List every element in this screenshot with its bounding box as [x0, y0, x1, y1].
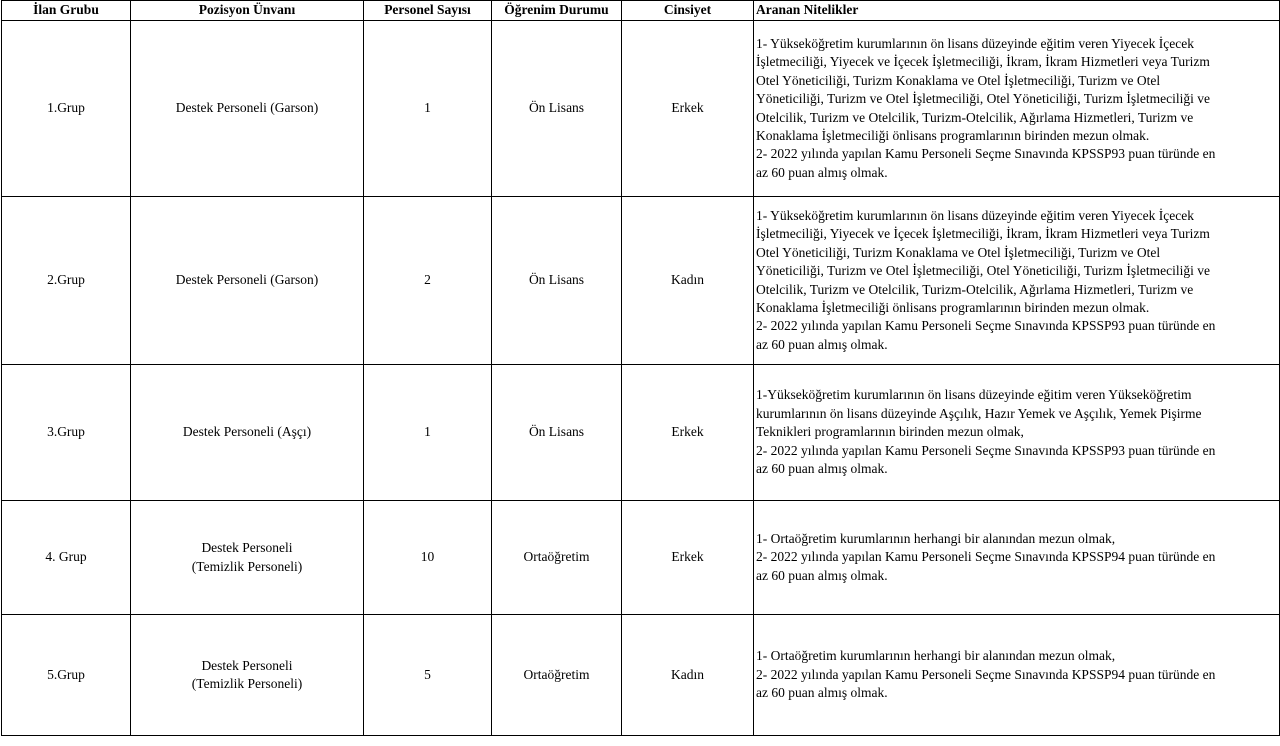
cell-gender: Kadın: [622, 197, 754, 365]
header-education: Öğrenim Durumu: [492, 1, 622, 21]
cell-gender: Erkek: [622, 365, 754, 501]
qualification-line: az 60 puan almış olmak.: [756, 164, 888, 180]
qualification-line: 2- 2022 yılında yapılan Kamu Personeli Seçme Sınavında KPSSP93 puan türünde en: [756, 318, 1216, 334]
cell-group: 1.Grup: [2, 21, 131, 197]
header-row: [2, 1, 1280, 21]
cell-count: 1: [364, 365, 492, 501]
position-line: Destek Personeli (Aşçı): [182, 424, 312, 440]
cell-position: [131, 501, 364, 615]
table-row: [2, 501, 1280, 615]
cell-qualifications: [754, 197, 1280, 365]
table-body: [2, 21, 1280, 736]
qualification-line: 1- Ortaöğretim kurumlarının herhangi bir alanından mezun olmak,: [756, 530, 1116, 546]
cell-position: [131, 197, 364, 365]
job-listing-table: [1, 0, 1280, 736]
qualification-line: 1- Yükseköğretim kurumlarının ön lisans düzeyinde eğitim veren Yiyecek İçecek: [756, 35, 1194, 51]
qualification-line: Otel Yöneticiliği, Turizm Konaklama ve Otel İşletmeciliği, Turizm ve Otel: [756, 244, 1161, 260]
qualification-line: 1-Yükseköğretim kurumlarının ön lisans düzeyinde eğitim veren Yükseköğretim: [756, 387, 1192, 403]
qualification-line: İşletmeciliği, Yiyecek ve İçecek İşletmeciliği, İkram, İkram Hizmetleri veya Turizm: [756, 226, 1210, 242]
qualification-line: kurumlarının ön lisans düzeyinde Aşçılık, Hazır Yemek ve Aşçılık, Yemek Pişirme: [756, 405, 1202, 421]
position-line: Destek Personeli: [201, 540, 293, 556]
qualification-line: 2- 2022 yılında yapılan Kamu Personeli Seçme Sınavında KPSSP93 puan türünde en: [756, 146, 1216, 162]
cell-qualifications: [754, 365, 1280, 501]
qualification-line: az 60 puan almış olmak.: [756, 685, 888, 701]
cell-gender: Erkek: [622, 501, 754, 615]
position-line: (Temizlik Personeli): [191, 558, 303, 574]
cell-group: 3.Grup: [2, 365, 131, 501]
position-line: Destek Personeli (Garson): [175, 272, 319, 288]
position-line: (Temizlik Personeli): [191, 676, 303, 691]
qualification-line: 1- Yükseköğretim kurumlarının ön lisans düzeyinde eğitim veren Yiyecek İçecek: [756, 207, 1194, 223]
cell-education: Ön Lisans: [492, 197, 622, 365]
qualification-line: 2- 2022 yılında yapılan Kamu Personeli Seçme Sınavında KPSSP93 puan türünde en: [756, 442, 1216, 458]
position-line: Destek Personeli: [201, 657, 293, 673]
cell-count: 5: [364, 615, 492, 736]
qualification-line: 2- 2022 yılında yapılan Kamu Personeli Seçme Sınavında KPSSP94 puan türünde en: [756, 666, 1216, 682]
cell-education: Ön Lisans: [492, 21, 622, 197]
cell-count: 2: [364, 197, 492, 365]
cell-position: [131, 615, 364, 736]
table-header: [2, 1, 1280, 21]
qualification-line: Otelcilik, Turizm ve Otelcilik, Turizm-Otelcilik, Ağırlama Hizmetleri, Turizm ve: [756, 281, 1194, 297]
qualification-line: İşletmeciliği, Yiyecek ve İçecek İşletmeciliği, İkram, İkram Hizmetleri veya Turizm: [756, 54, 1210, 70]
qualification-line: Otel Yöneticiliği, Turizm Konaklama ve Otel İşletmeciliği, Turizm ve Otel: [756, 72, 1161, 88]
qualification-line: Yöneticiliği, Turizm ve Otel İşletmeciliği, Otel Yöneticiliği, Turizm İşletmeciliği ve: [756, 263, 1210, 279]
cell-qualifications: [754, 21, 1280, 197]
cell-qualifications: [754, 615, 1280, 736]
table-row: [2, 615, 1280, 736]
header-group: İlan Grubu: [2, 1, 131, 21]
qualification-line: Teknikleri programlarının birinden mezun olmak,: [756, 424, 1024, 440]
header-position: Pozisyon Ünvanı: [131, 1, 364, 21]
qualification-line: Konaklama İşletmeciliği önlisans programlarının birinden mezun olmak.: [756, 127, 1150, 143]
cell-position: [131, 365, 364, 501]
qualification-line: 1- Ortaöğretim kurumlarının herhangi bir alanından mezun olmak,: [756, 648, 1116, 664]
position-line: Destek Personeli (Garson): [175, 100, 319, 116]
qualification-line: az 60 puan almış olmak.: [756, 336, 888, 352]
header-count: Personel Sayısı: [364, 1, 492, 21]
cell-education: Ortaöğretim: [492, 615, 622, 736]
qualification-line: az 60 puan almış olmak.: [756, 567, 888, 583]
cell-position: [131, 21, 364, 197]
cell-education: Ön Lisans: [492, 365, 622, 501]
cell-group: 2.Grup: [2, 197, 131, 365]
cell-count: 1: [364, 21, 492, 197]
header-qualifications: Aranan Nitelikler: [754, 1, 1280, 21]
cell-group: 4. Grup: [2, 501, 131, 615]
qualification-line: Otelcilik, Turizm ve Otelcilik, Turizm-Otelcilik, Ağırlama Hizmetleri, Turizm ve: [756, 109, 1194, 125]
cell-education: Ortaöğretim: [492, 501, 622, 615]
cell-gender: Kadın: [622, 615, 754, 736]
table-row: [2, 21, 1280, 197]
cell-group: 5.Grup: [2, 615, 131, 736]
qualification-line: Konaklama İşletmeciliği önlisans programlarının birinden mezun olmak.: [756, 299, 1150, 315]
cell-qualifications: [754, 501, 1280, 615]
qualification-line: 2- 2022 yılında yapılan Kamu Personeli Seçme Sınavında KPSSP94 puan türünde en: [756, 549, 1216, 565]
qualification-line: az 60 puan almış olmak.: [756, 461, 888, 477]
qualification-line: Yöneticiliği, Turizm ve Otel İşletmeciliği, Otel Yöneticiliği, Turizm İşletmeciliği ve: [756, 91, 1210, 107]
cell-gender: Erkek: [622, 21, 754, 197]
table-row: [2, 197, 1280, 365]
header-gender: Cinsiyet: [622, 1, 754, 21]
table-row: [2, 365, 1280, 501]
cell-count: 10: [364, 501, 492, 615]
